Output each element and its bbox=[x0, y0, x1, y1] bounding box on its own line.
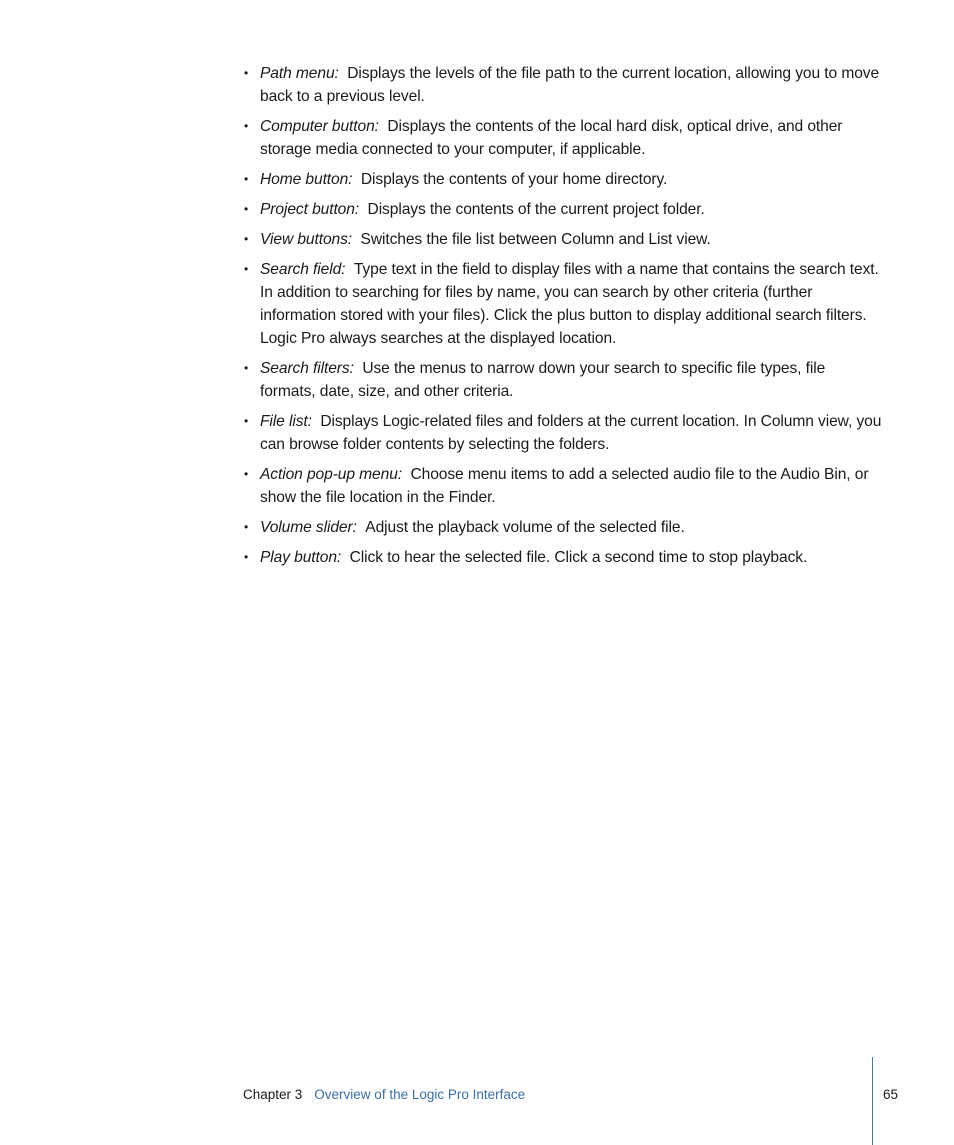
list-item-search-filters bbox=[244, 357, 884, 403]
term: Search field: bbox=[260, 261, 346, 278]
list-item-project-button bbox=[244, 198, 884, 221]
description: Displays the levels of the file path to the current location, allowing you to move back to a previous level. bbox=[260, 65, 880, 105]
term: Home button: bbox=[260, 171, 353, 188]
chapter-title-link[interactable]: Overview of the Logic Pro Interface bbox=[314, 1087, 526, 1102]
list-item-play-button bbox=[244, 546, 884, 569]
bullet-icon: • bbox=[244, 262, 249, 276]
list-item-home-button bbox=[244, 168, 884, 191]
description: Click to hear the selected file. Click a second time to stop playback. bbox=[349, 549, 808, 566]
description: Displays the contents of the current project folder. bbox=[367, 201, 705, 218]
bullet-icon: • bbox=[244, 520, 249, 534]
description: Switches the file list between Column and List view. bbox=[360, 231, 711, 248]
list-item-action-popup-menu bbox=[244, 463, 884, 509]
bullet-icon: • bbox=[244, 119, 249, 133]
term: Volume slider: bbox=[260, 519, 357, 536]
term: Project button: bbox=[260, 201, 360, 218]
description: Adjust the playback volume of the selected file. bbox=[365, 519, 685, 536]
term: View buttons: bbox=[260, 231, 353, 248]
description: Choose menu items to add a selected audio file to the Audio Bin, or show the file location in the Finder. bbox=[260, 466, 869, 506]
list-item-path-menu bbox=[244, 62, 884, 108]
page-number: 65 bbox=[883, 1087, 899, 1102]
list-item-volume-slider bbox=[244, 516, 884, 539]
list-item-view-buttons bbox=[244, 228, 884, 251]
chapter-label: Chapter 3 bbox=[243, 1087, 303, 1102]
bullet-list bbox=[244, 62, 884, 576]
term: Search filters: bbox=[260, 360, 354, 377]
description: Displays the contents of the local hard disk, optical drive, and other storage media connected to your computer, if applicable. bbox=[260, 118, 843, 158]
description: Use the menus to narrow down your search to specific file types, file formats, date, size, and other criteria. bbox=[260, 360, 826, 400]
description: Type text in the field to display files with a name that contains the search text. In addition to searching for files by name, you can search by other criteria (further information stored with your files). Click the plus button to display additional search filters. Logic Pro always searches at the displayed location. bbox=[260, 261, 879, 347]
bullet-icon: • bbox=[244, 414, 249, 428]
bullet-icon: • bbox=[244, 66, 249, 80]
bullet-icon: • bbox=[244, 202, 249, 216]
bullet-icon: • bbox=[244, 550, 249, 564]
description: Displays the contents of your home directory. bbox=[360, 171, 668, 188]
term: Path menu: bbox=[260, 65, 339, 82]
term: Play button: bbox=[260, 549, 342, 566]
bullet-icon: • bbox=[244, 232, 249, 246]
term: File list: bbox=[260, 413, 312, 430]
page-footer bbox=[243, 1085, 525, 1105]
bullet-icon: • bbox=[244, 467, 249, 481]
list-item-search-field bbox=[244, 258, 884, 350]
term: Computer button: bbox=[260, 118, 379, 135]
description: Displays Logic-related files and folders at the current location. In Column view, you can browse folder contents by selecting the folders. bbox=[260, 413, 882, 453]
bullet-icon: • bbox=[244, 361, 249, 375]
list-item-computer-button bbox=[244, 115, 884, 161]
footer-divider bbox=[872, 1057, 873, 1145]
term: Action pop-up menu: bbox=[260, 466, 402, 483]
bullet-icon: • bbox=[244, 172, 249, 186]
list-item-file-list bbox=[244, 410, 884, 456]
